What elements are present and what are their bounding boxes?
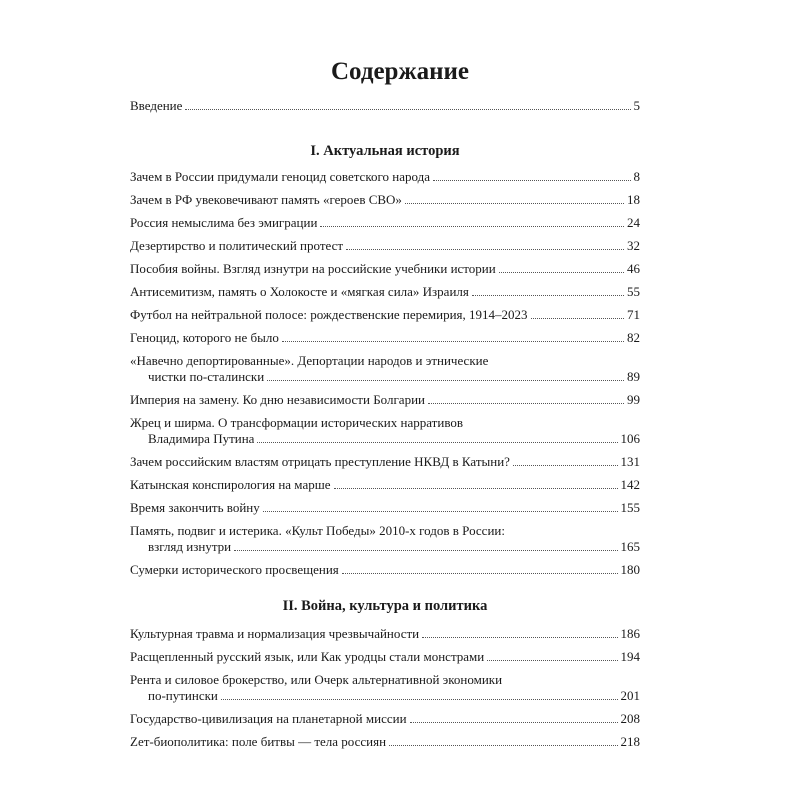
dot-leader xyxy=(472,295,624,296)
entry-title-line1: «Навечно депортированные». Депортации народов и этнические xyxy=(130,353,489,368)
dot-leader xyxy=(346,249,624,250)
entry-title: Геноцид, которого не было xyxy=(130,330,279,345)
entry-page: 82 xyxy=(627,330,640,345)
entry-title: Сумерки исторического просвещения xyxy=(130,562,339,577)
entry-title: Футбол на нейтральной полосе: рождественские перемирия, 1914–2023 xyxy=(130,307,528,322)
toc-entry xyxy=(130,238,640,254)
dot-leader xyxy=(513,465,618,466)
toc-entry xyxy=(130,649,640,665)
entry-title: взгляд изнутри xyxy=(148,539,232,554)
entry-page: 55 xyxy=(627,284,640,299)
entry-page: 99 xyxy=(627,392,640,407)
entry-page: 71 xyxy=(627,307,640,322)
dot-leader xyxy=(422,637,617,638)
dot-leader xyxy=(405,203,624,204)
entry-title: Время закончить войну xyxy=(130,500,260,515)
entry-title-line1: Память, подвиг и истерика. «Культ Победы» 2010-х годов в России: xyxy=(130,523,505,538)
toc-entry xyxy=(130,261,640,277)
dot-leader xyxy=(234,550,617,551)
dot-leader xyxy=(531,318,624,319)
intro-block xyxy=(130,98,640,114)
dot-leader xyxy=(267,380,624,381)
dot-leader xyxy=(410,722,618,723)
section-2-list xyxy=(130,626,640,750)
dot-leader xyxy=(257,442,617,443)
entry-page: 5 xyxy=(633,98,640,113)
entry-title: Зачем российским властям отрицать преступление НКВД в Катыни? xyxy=(130,454,510,469)
toc-entry xyxy=(130,415,640,447)
entry-title: Пособия войны. Взгляд изнутри на российские учебники истории xyxy=(130,261,496,276)
entry-title: Антисемитизм, память о Холокосте и «мягкая сила» Израиля xyxy=(130,284,469,299)
entry-title: чистки по-сталински xyxy=(148,369,265,384)
entry-page: 208 xyxy=(620,711,640,726)
toc-entry xyxy=(130,392,640,408)
toc-entry xyxy=(130,523,640,555)
entry-page: 142 xyxy=(620,477,640,492)
entry-page: 201 xyxy=(620,688,640,703)
toc-entry xyxy=(130,734,640,750)
dot-leader xyxy=(428,403,624,404)
toc-entry xyxy=(130,500,640,516)
section-heading-2: II. Война, культура и политика xyxy=(282,598,488,614)
section-1-list xyxy=(130,169,640,578)
entry-page: 155 xyxy=(620,500,640,515)
entry-title: Владимира Путина xyxy=(148,431,255,446)
toc-entry xyxy=(130,215,640,231)
toc-entry xyxy=(130,672,640,704)
entry-title: Расщепленный русский язык, или Как уродцы стали монстрами xyxy=(130,649,485,664)
dot-leader xyxy=(334,488,618,489)
entry-title: Введение xyxy=(130,98,183,113)
dot-leader xyxy=(389,745,617,746)
entry-page: 18 xyxy=(627,192,640,207)
page-title: Содержание xyxy=(330,58,469,85)
toc-entry xyxy=(130,330,640,346)
entry-page: 24 xyxy=(627,215,640,230)
dot-leader xyxy=(342,573,618,574)
dot-leader xyxy=(433,180,631,181)
entry-title: Zет-биополитика: поле битвы — тела россиян xyxy=(130,734,387,749)
entry-page: 218 xyxy=(620,734,640,749)
section-heading-1: I. Актуальная история xyxy=(310,143,460,159)
toc-entry xyxy=(130,169,640,185)
entry-title-line1: Жрец и ширма. О трансформации исторических нарративов xyxy=(130,415,464,430)
entry-title-line1: Рента и силовое брокерство, или Очерк альтернативной экономики xyxy=(130,672,503,687)
toc-entry xyxy=(130,711,640,727)
entry-title: Дезертирство и политический протест xyxy=(130,238,344,253)
entry-page: 8 xyxy=(633,169,640,184)
toc-entry xyxy=(130,454,640,470)
toc-entry xyxy=(130,626,640,642)
entry-title: Зачем в России придумали геноцид советского народа xyxy=(130,169,430,184)
dot-leader xyxy=(282,341,624,342)
toc-entry xyxy=(130,307,640,323)
toc-entry xyxy=(130,284,640,300)
entry-page: 165 xyxy=(620,539,640,554)
entry-page: 106 xyxy=(620,431,640,446)
entry-page: 194 xyxy=(620,649,640,664)
entry-title: Катынская конспирология на марше xyxy=(130,477,331,492)
toc-entry xyxy=(130,562,640,578)
toc-entry xyxy=(130,477,640,493)
entry-title: Россия немыслима без эмиграции xyxy=(130,215,318,230)
entry-page: 186 xyxy=(620,626,640,641)
dot-leader xyxy=(263,511,618,512)
dot-leader xyxy=(185,109,630,110)
entry-page: 180 xyxy=(620,562,640,577)
entry-title: Империя на замену. Ко дню независимости Болгарии xyxy=(130,392,425,407)
dot-leader xyxy=(221,699,618,700)
dot-leader xyxy=(499,272,624,273)
toc-entry xyxy=(130,192,640,208)
entry-page: 89 xyxy=(627,369,640,384)
toc-entry-intro xyxy=(130,98,640,114)
entry-page: 32 xyxy=(627,238,640,253)
dot-leader xyxy=(320,226,624,227)
entry-title: по-путински xyxy=(148,688,218,703)
dot-leader xyxy=(487,660,617,661)
entry-title: Культурная травма и нормализация чрезвычайности xyxy=(130,626,420,641)
toc-entry xyxy=(130,353,640,385)
entry-page: 46 xyxy=(627,261,640,276)
entry-title: Зачем в РФ увековечивают память «героев СВО» xyxy=(130,192,402,207)
entry-page: 131 xyxy=(620,454,640,469)
entry-title: Государство-цивилизация на планетарной миссии xyxy=(130,711,407,726)
